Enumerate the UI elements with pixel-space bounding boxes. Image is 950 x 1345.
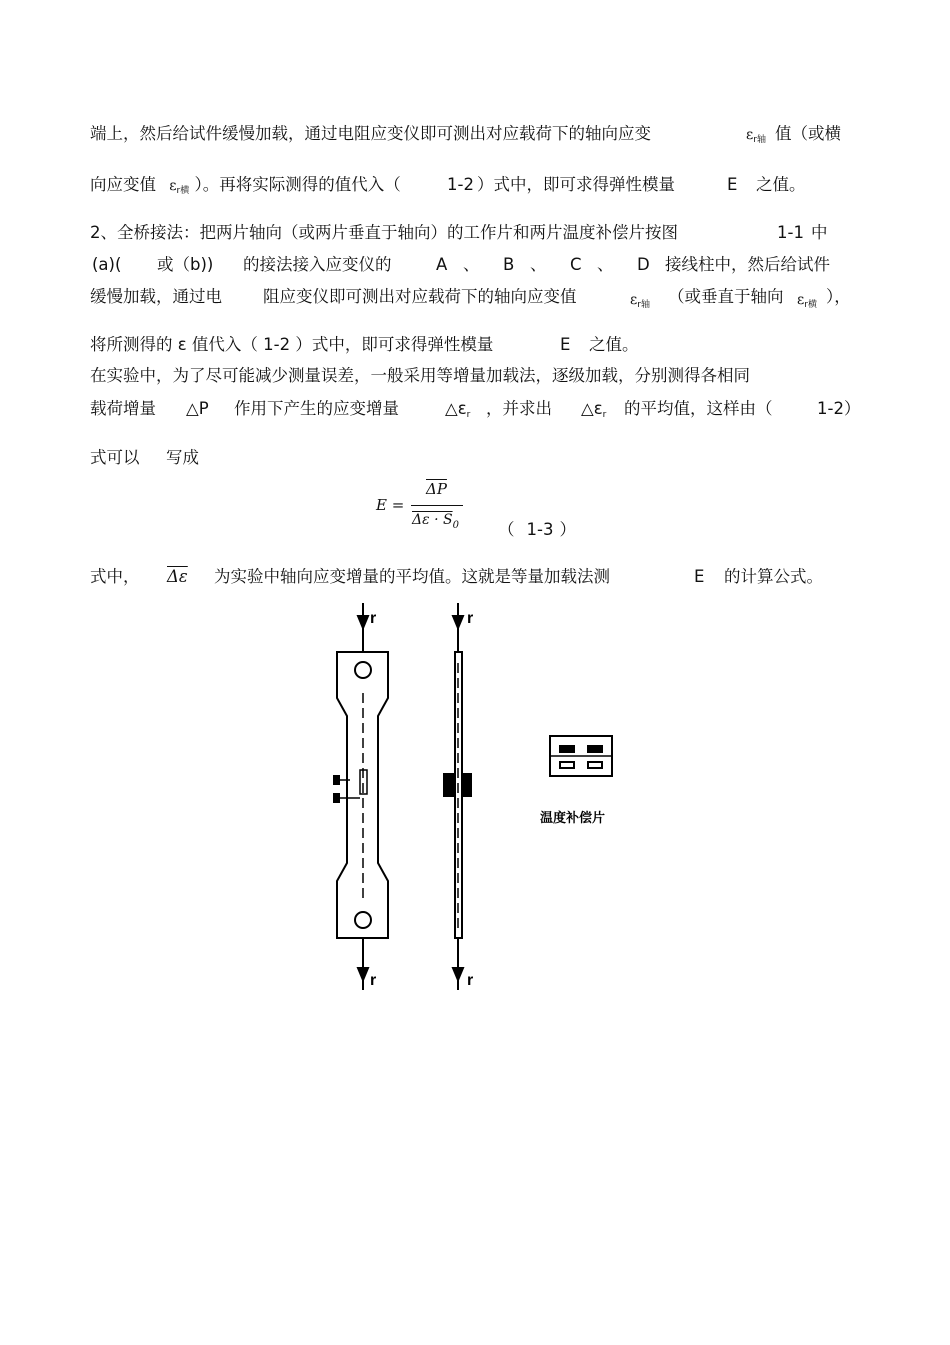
strain-symbol-axial: $\varepsilon_{r轴}$ [630, 292, 650, 310]
text-line-4-c: 的接法接入应变仪的 [243, 255, 392, 274]
force-label: r [370, 610, 377, 627]
formula-1-3 [376, 474, 466, 544]
terminal-c: C [570, 255, 582, 274]
text-line-1 [90, 123, 651, 145]
text-line-5-a: 缓慢加载，通过电 [90, 287, 222, 306]
text-line-8-d: 的平均值，这样由（ [624, 399, 773, 418]
arrow-head-icon [358, 968, 368, 980]
text-line-5-c: （或垂直于轴向 [668, 287, 784, 306]
formula-denominator: $\Delta\varepsilon \cdot S_0$ [412, 512, 459, 531]
load-increment-symbol: △P [186, 399, 209, 418]
text-line-9-b: 写成 [166, 448, 199, 467]
arrow-head-icon [453, 968, 463, 980]
text-line-8-b: 作用下产生的应变增量 [234, 399, 399, 418]
gauge-lead [334, 776, 339, 784]
gauge-side [444, 774, 454, 796]
pin-hole-bottom [355, 912, 371, 928]
line1-text: 端上，然后给试件缓慢加载，通过电阻应变仪即可测出对应载荷下的轴向应变 [90, 124, 651, 143]
terminal-b: B [503, 255, 515, 274]
strain-symbol-axial: $\varepsilon_{r轴}$ [746, 127, 766, 145]
text-line-3-tail: 中 [811, 223, 828, 242]
mean-strain-increment-symbol: $\overline{\Delta\varepsilon}$ [167, 567, 188, 586]
separator: 、 [530, 255, 547, 274]
text-line-8-c: ，并求出 [486, 399, 552, 418]
text-line-9-a: 式可以 [90, 448, 140, 467]
gauge-side [463, 774, 471, 796]
fraction-bar [411, 505, 463, 506]
formula-lhs: E = [376, 496, 405, 514]
text-line-5-b: 阻应变仪即可测出对应载荷下的轴向应变值 [263, 287, 577, 306]
text-line-4-a: (a)( [92, 255, 122, 274]
text-line-1-tail: 值（或横 [775, 124, 841, 143]
arrow-head-icon [358, 616, 368, 628]
separator: 、 [463, 255, 480, 274]
specimen-figure [320, 598, 640, 998]
text-line-2-c: 之值。 [756, 175, 806, 194]
text-line-2: 向应变值 $\varepsilon_{r横}$ ）。再将实际测得的值代入（ [90, 175, 401, 196]
text-line-4-b: 或（b)) [157, 255, 214, 274]
text-line-5-d: ）， [826, 287, 851, 306]
text-line-3: 2、全桥接法：把两片轴向（或两片垂直于轴向）的工作片和两片温度补偿片按图 [90, 223, 678, 242]
text-line-8-a: 载荷增量 [90, 399, 156, 418]
pin-hole-top [355, 662, 371, 678]
equation-ref-1-2: 1-2） [817, 399, 861, 418]
compensation-label: 温度补偿片 [540, 810, 606, 825]
text-line-10-c: 的计算公式。 [724, 567, 823, 586]
text-line-2-b: ）式中，即可求得弹性模量 [477, 175, 675, 194]
force-label: r [467, 972, 474, 989]
force-label: r [370, 972, 377, 989]
specimen-front-view [334, 603, 388, 990]
text-line-6-b: 之值。 [589, 335, 639, 354]
text-line-10-a: 式中， [90, 567, 140, 586]
figure-ref-1-1: 1-1 [777, 223, 804, 242]
text-line-4-d: 接线柱中，然后给试件 [665, 255, 830, 274]
text-line-10-b: 为实验中轴向应变增量的平均值。这就是等量加载法测 [214, 567, 610, 586]
force-label: r [467, 610, 474, 627]
strain-increment-symbol: $\triangle\varepsilon_r$ [445, 399, 471, 420]
gauge-lead [334, 794, 339, 802]
modulus-symbol: E [694, 567, 705, 586]
text-line-7: 在实验中，为了尽可能减少测量误差，一般采用等增量加载法，逐级加载，分别测得各相同 [90, 366, 750, 385]
modulus-symbol: E [727, 175, 738, 194]
text-line-6-a: 将所测得的 ε 值代入（ 1-2 ）式中，即可求得弹性模量 [90, 335, 494, 354]
specimen-side-view [444, 603, 474, 990]
arrow-head-icon [453, 616, 463, 628]
terminal-a: A [436, 255, 448, 274]
modulus-symbol: E [560, 335, 571, 354]
compensation-gauge [550, 736, 612, 776]
terminal-d: D [637, 255, 650, 274]
strain-symbol-transverse: $\varepsilon_{r横}$ [797, 292, 817, 310]
separator: 、 [597, 255, 614, 274]
strain-increment-symbol: $\triangle\varepsilon_r$ [581, 399, 607, 420]
formula-label: （ 1-3 ） [498, 520, 576, 539]
equation-ref-1-2: 1-2 [447, 175, 474, 194]
formula-numerator: $\overline{\Delta P}$ [426, 480, 447, 498]
